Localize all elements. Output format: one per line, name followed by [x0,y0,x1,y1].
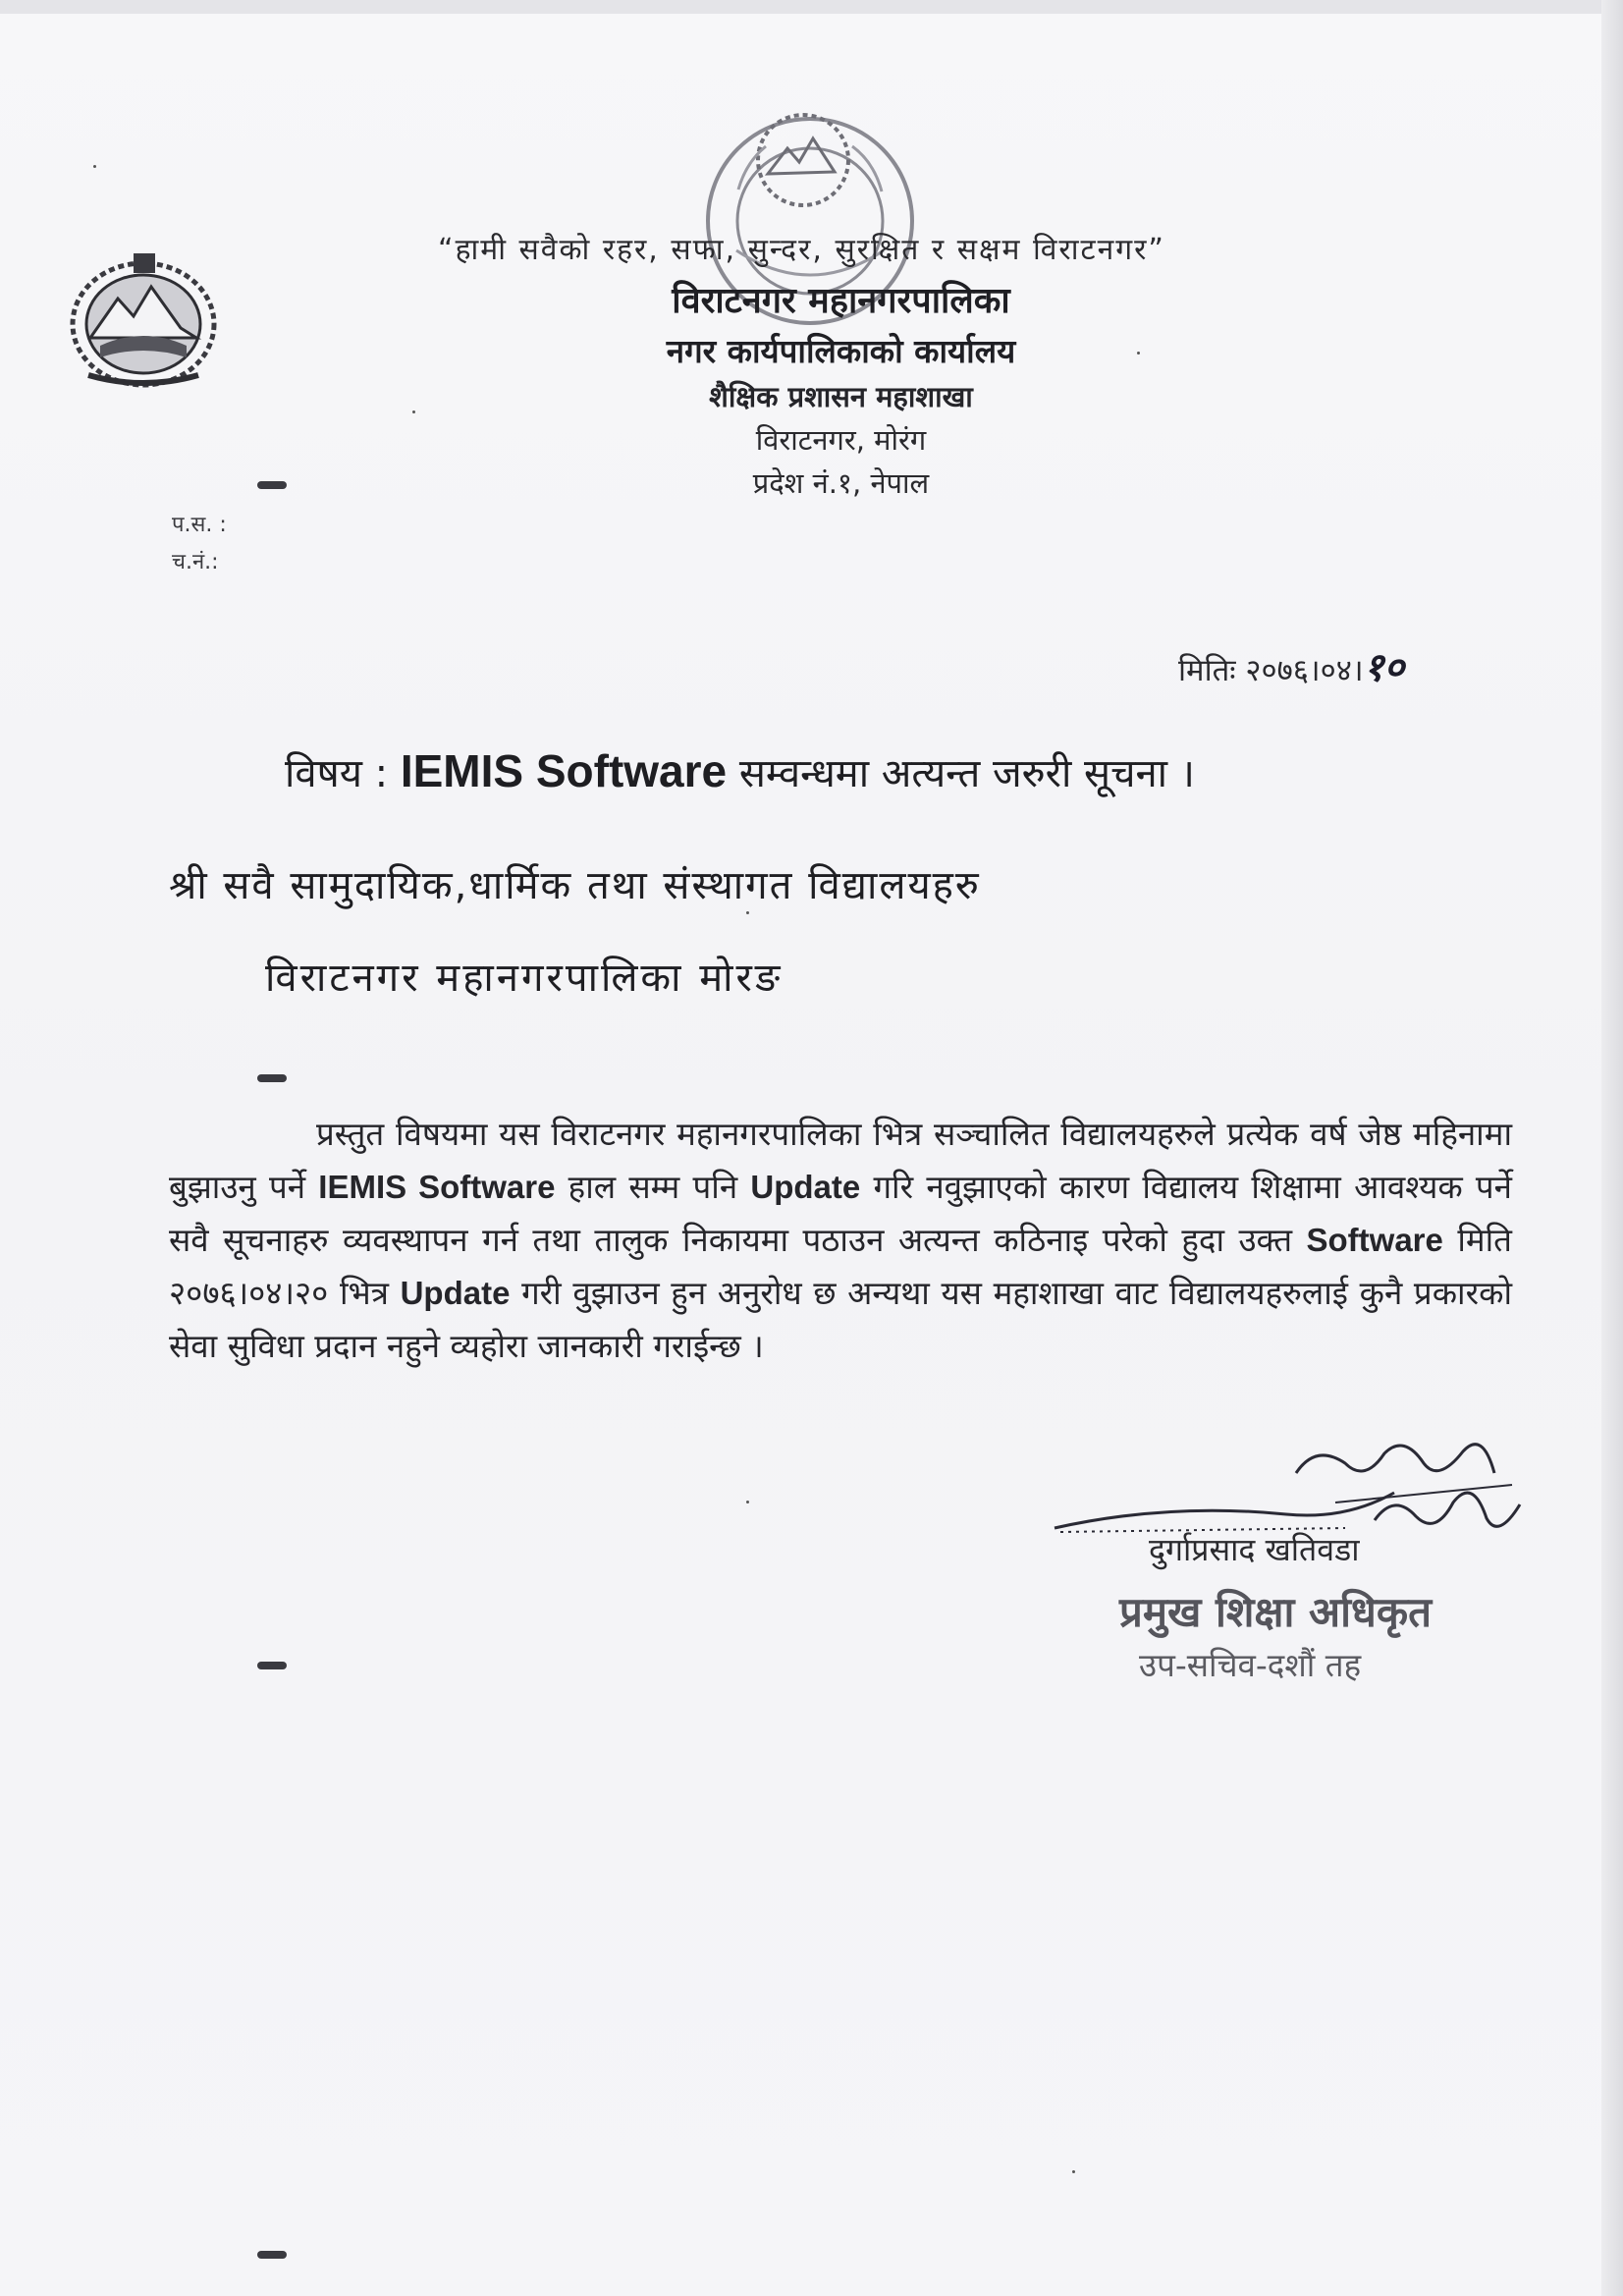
reference-ps-label: प.स. : [172,513,227,537]
scan-speck [746,1501,749,1503]
body-text-1: प्रस्तुत विषयमा यस विराटनगर महानगरपालिका भित्र सञ्चालित विद्यालयहरुले प्रत्येक वर्ष जेष्ठ महिनामा बुझाउनु पर्ने [169,1115,1512,1206]
scan-speck [1072,2170,1075,2173]
body-text-5: गरी वुझाउन हुन अनुरोध छ अन्यथा यस महाशाखा वाट विद्यालयहरुलाई कुनै प्रकारको सेवा सुविधा प्रदान नहुने व्यहोरा जानकारी गराईन्छ । [169,1274,1512,1365]
body-term-software: Software [1306,1222,1443,1258]
scan-speck [93,165,96,168]
signatory-designation: प्रमुख शिक्षा अधिकृत [1119,1588,1433,1636]
scan-punch-mark [257,1074,287,1082]
scan-punch-mark [257,481,287,489]
signatory-rank: उप-सचिव-दशौं तह [1139,1646,1362,1684]
scan-punch-mark [257,2251,287,2259]
date-handwritten-day: १० [1363,644,1405,690]
scan-top-edge [0,0,1623,14]
body-paragraph [169,1108,1512,1373]
date-label: मितिः २०७६।०४। [1178,653,1364,688]
scan-speck [1137,352,1140,355]
body-text-2: हाल सम्म पनि [555,1168,751,1206]
subject-prefix: विषय : [285,751,401,796]
office-province: प्रदेश नं.१, नेपाल [752,466,930,500]
scan-punch-mark [257,1662,287,1669]
office-address: विराटनगर, मोरंग [755,423,927,457]
municipality-motto: “हामी सवैको रहर, सफा, सुन्दर, सुरक्षित र सक्षम विराटनगर” [438,233,1165,267]
branch-name: शैक्षिक प्रशासन महाशाखा [709,380,973,413]
body-term-update-2: Update [400,1275,511,1311]
office-name: नगर कार्यपालिकाको कार्यालय [666,332,1016,370]
subject-suffix: सम्वन्धमा अत्यन्त जरुरी सूचना । [727,751,1195,796]
body-term-update: Update [750,1169,861,1205]
organization-name: विराटनगर महानगरपालिका [672,281,1010,321]
addressee-line-1: श्री सवै सामुदायिक,धार्मिक तथा संस्थागत विद्यालयहरु [169,863,981,908]
addressee-line-2: विराटनगर महानगरपालिका मोरङ [265,956,784,1001]
letter-subject [285,744,1195,798]
letter-date [1178,638,1404,692]
subject-software: IEMIS Software [400,745,728,796]
body-term-iemis: IEMIS Software [318,1169,556,1205]
body-text-4: मिति २०७६।०४।२० भित्र [169,1221,1512,1312]
scan-speck [412,410,415,413]
signatory-name: दुर्गाप्रसाद खतिवडा [1149,1531,1360,1568]
body-text-3: गरि नवुझाएको कारण विद्यालय शिक्षामा आवश्यक पर्ने सवै सूचनाहरु व्यवस्थापन गर्न तथा तालुक निकायमा पठाउन अत्यन्त कठिनाइ परेको हुदा उक्त [169,1168,1512,1259]
reference-cn-label: च.नं.: [172,550,219,574]
scan-speck [746,911,749,914]
